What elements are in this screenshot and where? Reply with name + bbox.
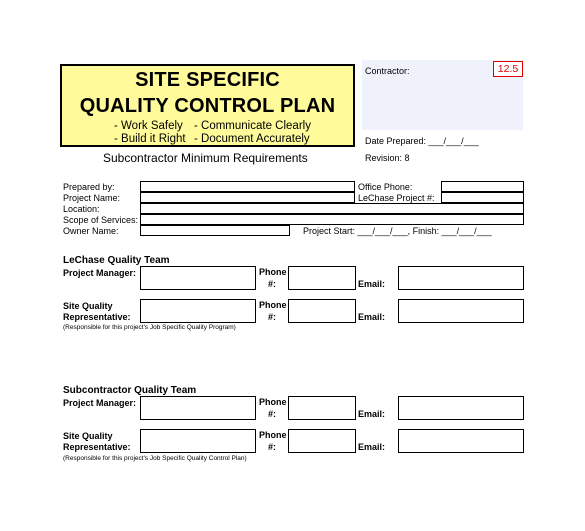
prepared-by-label: Prepared by: xyxy=(63,182,115,192)
lechase-project-field[interactable] xyxy=(441,192,524,203)
scope-field[interactable] xyxy=(140,214,524,225)
document-number-badge: 12.5 xyxy=(493,61,523,77)
office-phone-field[interactable] xyxy=(441,181,524,192)
location-field[interactable] xyxy=(140,203,524,214)
sub-sqr-field[interactable] xyxy=(140,429,256,453)
bullet-build: - Build it Right xyxy=(114,133,186,145)
lechase-project-label: LeChase Project #: xyxy=(358,193,435,203)
bullet-work-safely: - Work Safely xyxy=(114,120,183,132)
sub-pm-email-field[interactable] xyxy=(398,396,524,420)
sub-sqr-label-2: Representative: xyxy=(63,442,131,452)
lechase-pm-email-label: Email: xyxy=(358,279,386,289)
sub-sqr-phone-label: Phone xyxy=(259,430,287,440)
bullet-communicate: - Communicate Clearly xyxy=(194,120,311,132)
prepared-by-field[interactable] xyxy=(140,181,355,192)
owner-name-field[interactable] xyxy=(140,225,290,236)
bullet-document: - Document Accurately xyxy=(194,133,310,145)
lechase-pm-field[interactable] xyxy=(140,266,256,290)
date-prepared: Date Prepared: ___/___/___ xyxy=(365,136,479,146)
project-name-label: Project Name: xyxy=(63,193,121,203)
lechase-sqr-email-field[interactable] xyxy=(398,299,524,323)
title-box xyxy=(60,64,355,147)
lechase-pm-label: Project Manager: xyxy=(63,268,137,278)
lechase-sqr-phone-label: Phone xyxy=(259,300,287,310)
lechase-sqr-phone-hash: #: xyxy=(268,312,277,322)
scope-label: Scope of Services: xyxy=(63,215,139,225)
lechase-pm-phone-hash: #: xyxy=(268,279,277,289)
sub-team-title: Subcontractor Quality Team xyxy=(63,385,197,396)
sub-sqr-email-label: Email: xyxy=(358,442,386,452)
title-line-2: QUALITY CONTROL PLAN xyxy=(79,95,336,117)
lechase-pm-phone-label: Phone xyxy=(259,267,287,277)
office-phone-label: Office Phone: xyxy=(358,182,413,192)
sub-sqr-phone-hash: #: xyxy=(268,442,277,452)
owner-name-label: Owner Name: xyxy=(63,226,119,236)
project-start-finish: Project Start: ___/___/___, Finish: ___/___/___ xyxy=(303,226,492,236)
contractor-label: Contractor: xyxy=(365,66,410,76)
sub-sqr-label-1: Site Quality xyxy=(63,431,113,441)
lechase-sqr-phone-field[interactable] xyxy=(288,299,356,323)
title-line-1: SITE SPECIFIC xyxy=(135,69,280,91)
lechase-pm-phone-field[interactable] xyxy=(288,266,356,290)
sub-sqr-phone-field[interactable] xyxy=(288,429,356,453)
lechase-pm-email-field[interactable] xyxy=(398,266,524,290)
location-label: Location: xyxy=(63,204,100,214)
lechase-team-title: LeChase Quality Team xyxy=(63,255,170,266)
sub-pm-label: Project Manager: xyxy=(63,398,137,408)
lechase-sqr-label-2: Representative: xyxy=(63,312,131,322)
sub-pm-phone-field[interactable] xyxy=(288,396,356,420)
lechase-sqr-field[interactable] xyxy=(140,299,256,323)
sub-pm-field[interactable] xyxy=(140,396,256,420)
subtitle: Subcontractor Minimum Requirements xyxy=(103,151,308,165)
lechase-team-note: (Responsible for this project's Job Specific Quality Program) xyxy=(63,324,236,331)
lechase-sqr-email-label: Email: xyxy=(358,312,386,322)
revision: Revision: 8 xyxy=(365,153,410,163)
project-name-field[interactable] xyxy=(140,192,355,203)
sub-team-note: (Responsible for this project's Job Specific Quality Control Plan) xyxy=(63,455,247,462)
sub-pm-email-label: Email: xyxy=(358,409,386,419)
sub-pm-phone-hash: #: xyxy=(268,409,277,419)
sub-pm-phone-label: Phone xyxy=(259,397,287,407)
lechase-sqr-label-1: Site Quality xyxy=(63,301,113,311)
sub-sqr-email-field[interactable] xyxy=(398,429,524,453)
